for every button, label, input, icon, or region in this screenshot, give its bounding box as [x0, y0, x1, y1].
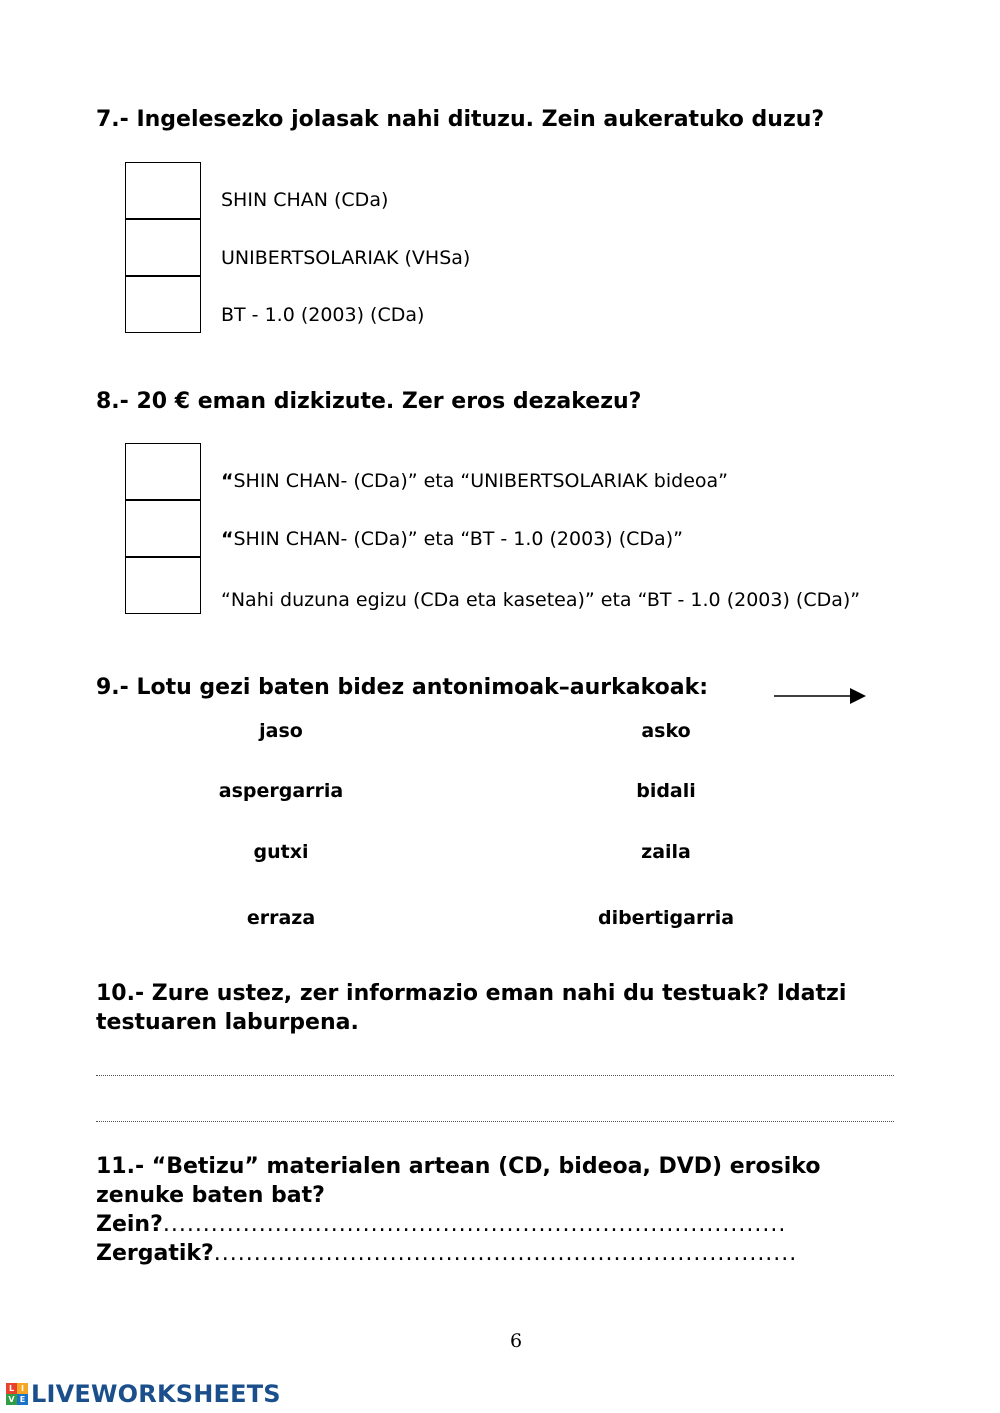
q7-checkbox-1[interactable] — [125, 162, 201, 219]
q9-right-word-3[interactable]: zaila — [641, 841, 691, 863]
q8-option-2-open-quote: “ — [221, 528, 234, 550]
question-10-title-line-1: 10.- Zure ustez, zer informazio eman nahi du testuak? Idatzi — [96, 981, 847, 1006]
q11-which-label: Zein? — [96, 1212, 163, 1237]
q8-option-1 — [221, 469, 728, 493]
page-number: 6 — [509, 1330, 523, 1352]
q8-option-3-text: “Nahi duzuna egizu (CDa eta kasetea)” eta “BT - 1.0 (2003) (CDa)” — [221, 589, 861, 611]
logo-letter-2: I — [17, 1383, 28, 1394]
q9-right-word-1[interactable]: asko — [641, 720, 691, 742]
q9-left-word-1[interactable]: jaso — [259, 720, 303, 742]
logo-letter-1: L — [6, 1383, 17, 1394]
liveworksheets-logo-text: LIVEWORKSHEETS — [31, 1380, 281, 1408]
q8-checkbox-1[interactable] — [125, 443, 201, 500]
q8-checkbox-3[interactable] — [125, 557, 201, 614]
logo-letter-4: E — [17, 1394, 28, 1405]
q11-why-label: Zergatik? — [96, 1241, 214, 1266]
q9-right-word-2[interactable]: bidali — [636, 780, 696, 802]
q8-option-3 — [221, 588, 860, 612]
q8-option-2-text: SHIN CHAN- (CDa)” eta “BT - 1.0 (2003) (CDa)” — [233, 528, 683, 550]
q7-checkbox-3[interactable] — [125, 276, 201, 333]
q8-option-2 — [221, 527, 683, 551]
question-9-title: 9.- Lotu gezi baten bidez antonimoak–aurkakoak: — [96, 675, 708, 700]
q8-option-1-open-quote: “ — [221, 470, 234, 492]
liveworksheets-logo — [6, 1381, 281, 1407]
question-8-title: 8.- 20 € eman dizkizute. Zer eros dezakezu? — [96, 389, 642, 414]
q7-option-1: SHIN CHAN (CDa) — [221, 189, 389, 211]
q11-which-row[interactable] — [96, 1210, 896, 1239]
q9-left-word-2[interactable]: aspergarria — [218, 780, 344, 802]
q9-left-word-4[interactable]: erraza — [246, 907, 316, 929]
q10-answer-line-2[interactable] — [96, 1121, 894, 1122]
arrow-right-icon — [774, 686, 868, 706]
q11-why-row[interactable] — [96, 1239, 896, 1268]
q10-answer-line-1[interactable] — [96, 1075, 894, 1076]
q7-option-2: UNIBERTSOLARIAK (VHSa) — [221, 247, 471, 269]
q11-which-answer-line[interactable]: .............................................................................. — [162, 1212, 787, 1237]
question-10-title-line-2: testuaren laburpena. — [96, 1010, 359, 1035]
question-11-title-line-2: zenuke baten bat? — [96, 1183, 325, 1208]
question-11-title-line-1: 11.- “Betizu” materialen artean (CD, bideoa, DVD) erosiko — [96, 1154, 821, 1179]
question-7-title: 7.- Ingelesezko jolasak nahi dituzu. Zein aukeratuko duzu? — [96, 107, 825, 132]
liveworksheets-logo-icon — [6, 1383, 28, 1405]
q9-right-word-4[interactable]: dibertigarria — [597, 907, 735, 929]
logo-letter-3: V — [6, 1394, 17, 1405]
q7-checkbox-2[interactable] — [125, 219, 201, 276]
q8-option-1-text: SHIN CHAN- (CDa)” eta “UNIBERTSOLARIAK bideoa” — [233, 470, 729, 492]
q8-checkbox-2[interactable] — [125, 500, 201, 557]
q7-option-3: BT - 1.0 (2003) (CDa) — [221, 304, 425, 326]
q11-why-answer-line[interactable]: ......................................................................... — [213, 1241, 798, 1266]
q9-left-word-3[interactable]: gutxi — [253, 841, 309, 863]
